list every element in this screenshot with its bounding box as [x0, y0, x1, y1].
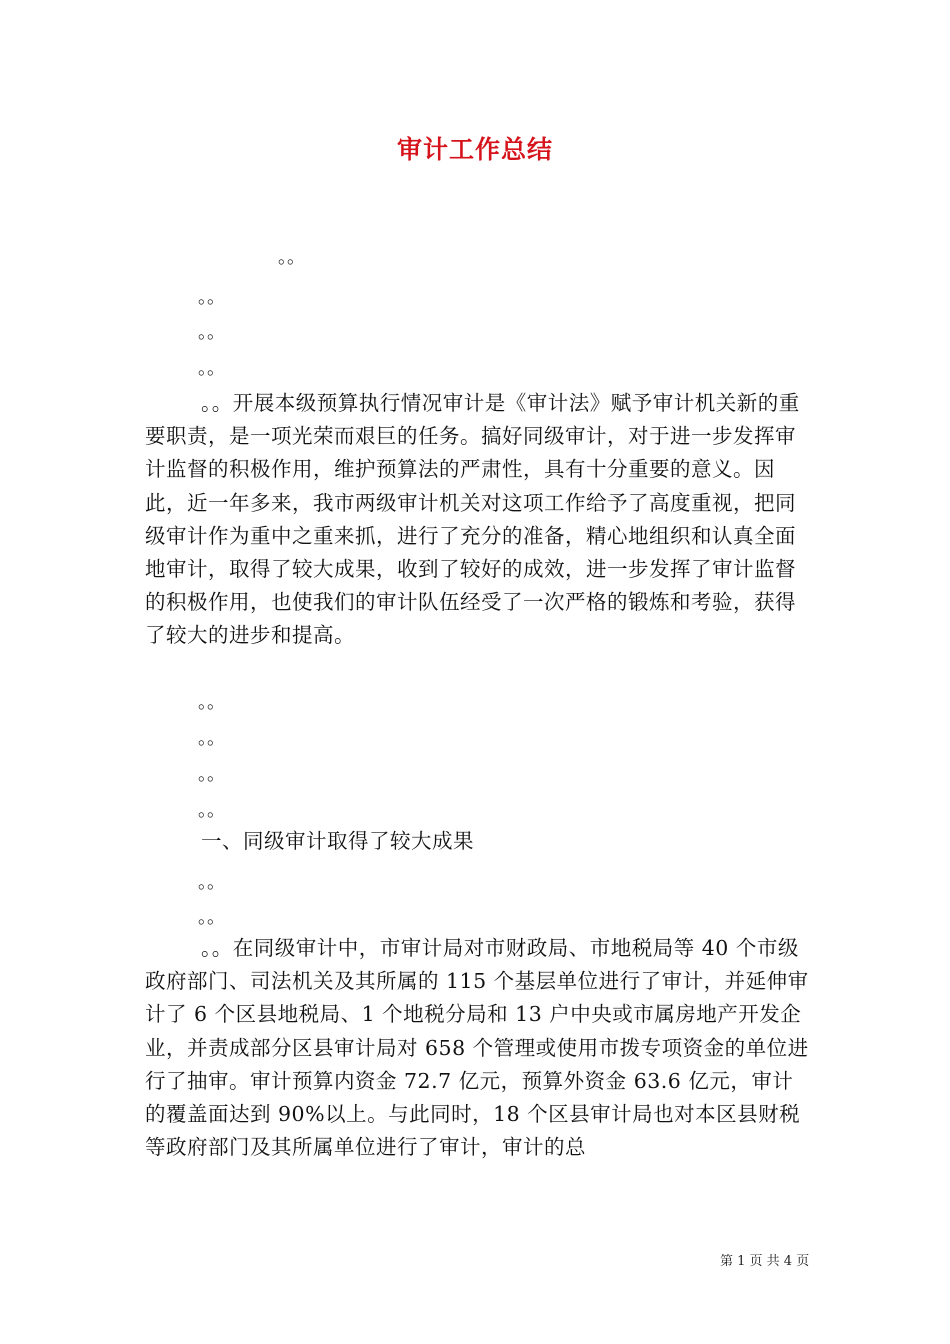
punctuation-marks: 。。 — [198, 800, 225, 821]
paragraph-intro: 。。开展本级预算执行情况审计是《审计法》赋予审计机关新的重要职责，是一项光荣而艰巨的任务。搞好同级审计，对于进一步发挥审计监督的积极作用，维护预算法的严肃性，具有十分重要的意义。因此，近一年多来，我市两级审计机关对这项工作给予了高度重视，把同级审计作为重中之重来抓，进行了充分的准备，精心地组织和认真全面地审计，取得了较大成果，收到了较好的成效，进一步发挥了审计监督的积极作用，也使我们的审计队伍经受了一次严格的锻炼和考验，获得了较大的进步和提高。 — [145, 391, 800, 648]
punctuation-marks: 。。 — [198, 907, 225, 928]
punctuation-marks: 。。 — [198, 322, 225, 343]
punctuation-marks: 。。 — [198, 764, 225, 785]
punctuation-marks: 。。 — [198, 287, 225, 308]
punctuation-marks: 。。 — [198, 872, 225, 893]
punctuation-marks: 。。 — [198, 728, 225, 749]
punctuation-marks: 。。 — [198, 692, 225, 713]
punctuation-marks: 。。 — [278, 247, 305, 268]
paragraph-results: 。。在同级审计中，市审计局对市财政局、市地税局等 40 个市级政府部门、司法机关及其所属的 115 个基层单位进行了审计，并延伸审计了 6 个区县地税局、1 个地税分局和 13 户中央或市属房地产开发企业，并责成部分区县审计局对 658 个管理或使用市拨专项资金的单位进行了抽审。审计预算内资金 72.7 亿元，预算外资金 63.6 亿元，审计的覆盖面达到 90%以上。与此同时，18 个区县审计局也对本区县财税等政府部门及其所属单位进行了审计，审计的总 — [145, 936, 809, 1160]
section-heading: 一、同级审计取得了较大成果 — [201, 829, 474, 853]
punctuation-marks: 。。 — [198, 358, 225, 379]
document-title: 审计工作总结 — [396, 135, 553, 164]
page-number: 第 1 页 共 4 页 — [720, 1254, 810, 1269]
